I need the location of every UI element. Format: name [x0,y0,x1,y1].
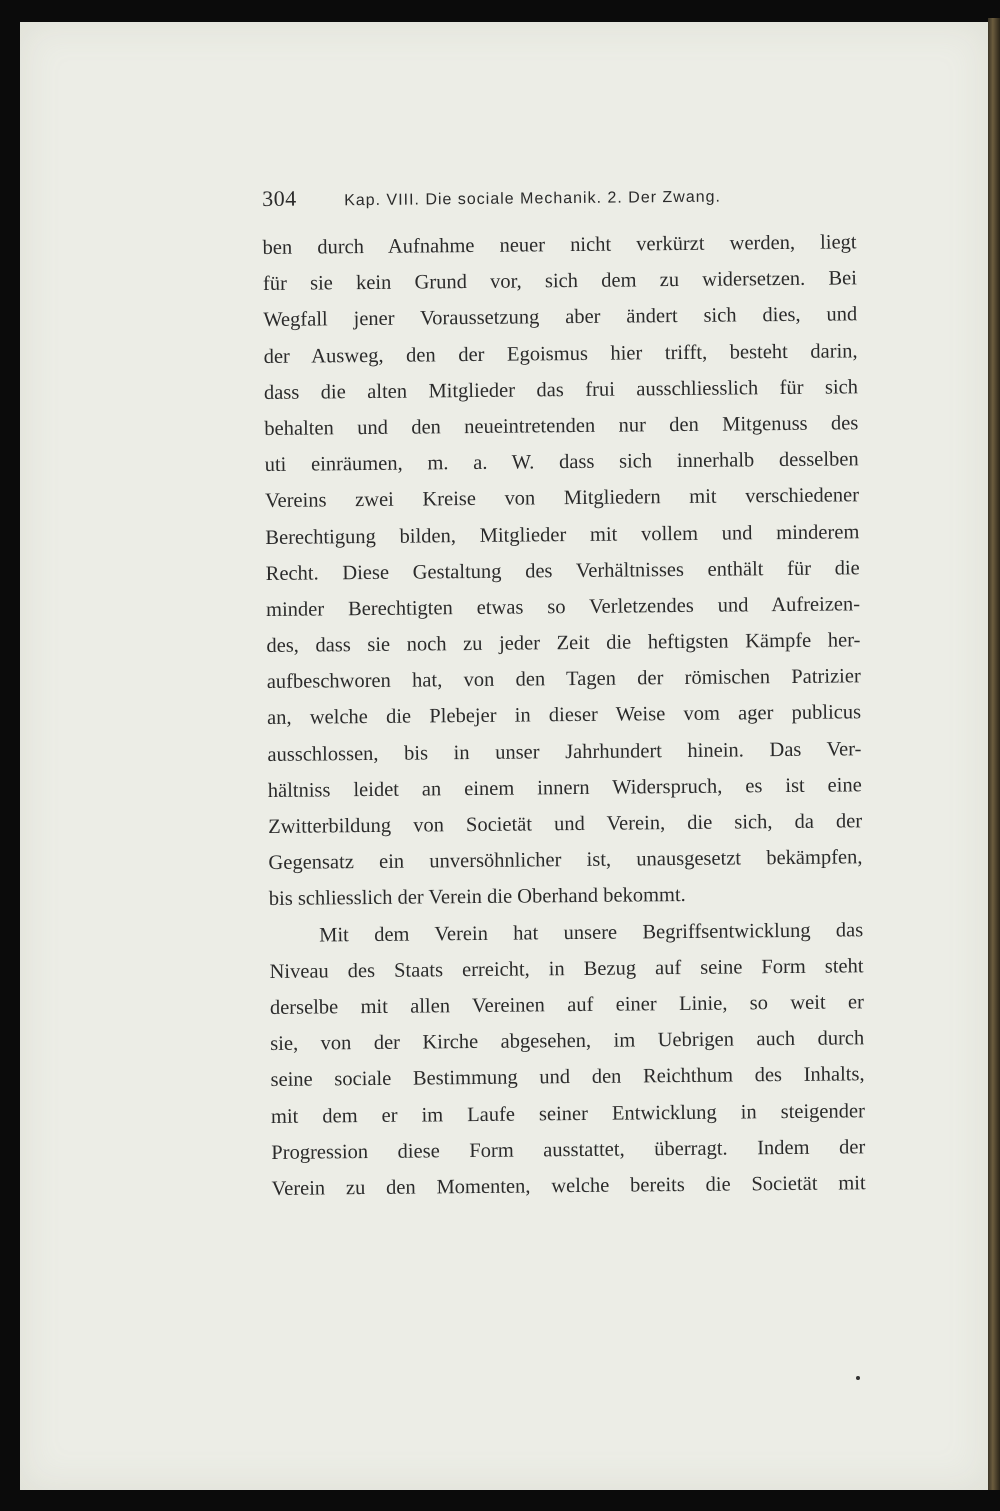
text-line: mit dem er im Laufe seiner Entwicklung in steigender [270,1099,866,1128]
text-line: Zwitterbildung von Societät und Verein, die sich, da der [268,810,863,838]
text-line: minder Berechtigten etwas so Verletzendes und Aufreizen- [265,593,861,621]
text-line: uti einräumen, m. a. W. dass sich innerhalb desselben [264,448,859,477]
text-line: Progression diese Form ausstattet, überragt. Indem der [271,1135,866,1164]
page-content [262,180,872,1207]
text-line: hältniss leidet an einem innern Widerspruch, es ist eine [267,774,862,802]
paragraph-2 [269,912,872,1207]
page-number: 304 [262,185,297,211]
text-line: Mit dem Verein hat unsere Begriffsentwicklung das [319,918,864,947]
text-line: ben durch Aufnahme neuer nicht verkürzt werden, liegt [262,231,857,259]
paper-speck [856,1376,860,1380]
page-header [262,180,862,226]
text-line: dass die alten Mitglieder das frui ausschliesslich für sich [263,376,859,404]
text-line: seine sociale Bestimmung und den Reichthum des Inhalts, [270,1063,865,1092]
text-line: behalten und den neueintretenden nur den Mitgenuss des [264,412,859,440]
text-line: Berechtigung bilden, Mitglieder mit vollem und minderem [265,520,860,549]
text-line: des, dass sie noch zu jeder Zeit die heftigsten Kämpfe her- [266,629,861,658]
text-line: Niveau des Staats erreicht, in Bezug auf seine Form steht [269,955,864,983]
text-line: sie, von der Kirche abgesehen, im Uebrigen auch durch [270,1027,865,1056]
text-line: Verein zu den Momenten, welche bereits die Societät mit [271,1172,866,1200]
paragraph-1 [262,224,869,917]
text-line: ausschlossen, bis in unser Jahrhundert hinein. Das Ver- [267,737,862,766]
text-line: derselbe mit allen Vereinen auf einer Linie, so weit er [269,991,864,1019]
text-line: aufbeschworen hat, von den Tagen der römischen Patrizier [266,665,861,694]
text-line: an, welche die Plebejer in dieser Weise vom ager publicus [267,701,862,730]
text-line: bis schliesslich der Verein die Oberhand bekommt. [268,884,686,911]
text-line: Wegfall jener Voraussetzung aber ändert sich dies, und [263,303,858,332]
text-line: für sie kein Grund vor, sich dem zu widersetzen. Bei [262,267,858,296]
page-edge [988,18,1000,1490]
text-line: Recht. Diese Gestaltung des Verhältnisses enthält für die [265,556,860,585]
text-line: Gegensatz ein unversöhnlicher ist, unausgesetzt bekämpfen, [268,846,863,875]
text-line: Vereins zwei Kreise von Mitgliedern mit verschiedener [264,484,860,513]
text-line: der Ausweg, den der Egoismus hier trifft, besteht darin, [263,339,858,368]
running-head: Kap. VIII. Die sociale Mechanik. 2. Der Zwang. [344,188,722,210]
